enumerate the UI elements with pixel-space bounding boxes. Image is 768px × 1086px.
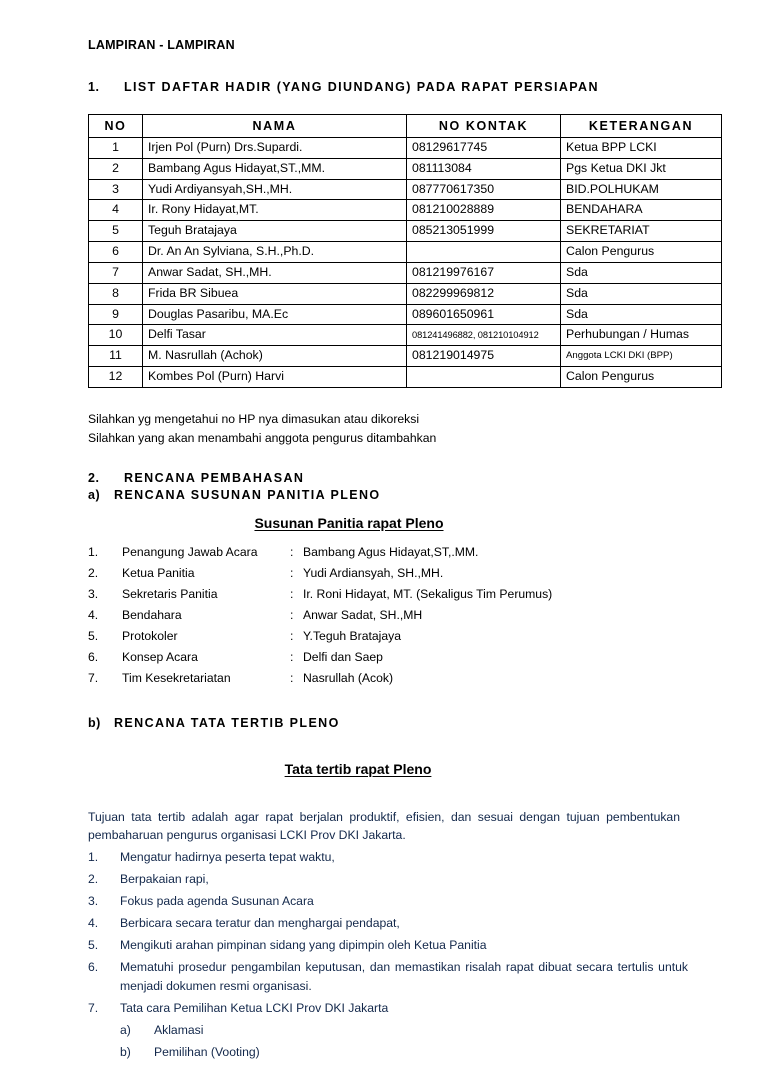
- cell-nama: Kombes Pol (Purn) Harvi: [143, 367, 407, 388]
- section-1-heading-text: LIST DAFTAR HADIR (YANG DIUNDANG) PADA RAPAT PERSIAPAN: [124, 80, 599, 94]
- table-row: [89, 158, 722, 179]
- panitia-item-role: Protokoler: [122, 628, 178, 643]
- panitia-item-value: Y.Teguh Bratajaya: [303, 628, 402, 643]
- panitia-item-role: Penangung Jawab Acara: [122, 544, 258, 559]
- panitia-item-separator: :: [290, 607, 294, 622]
- cell-no: 2: [89, 158, 143, 179]
- table-row: [89, 325, 722, 346]
- tata-tertib-subitem-marker: b): [120, 1044, 131, 1059]
- panitia-item-separator: :: [290, 628, 294, 643]
- tata-tertib-item-number: 1.: [88, 850, 99, 865]
- panitia-item-value: Bambang Agus Hidayat,ST,.MM.: [303, 544, 479, 559]
- section-2-heading: [88, 470, 688, 487]
- panitia-list: [88, 546, 688, 693]
- panitia-item-number: 7.: [88, 670, 99, 685]
- section-2-marker: 2.: [88, 470, 100, 485]
- attendance-table: [88, 114, 722, 388]
- cell-keterangan: Anggota LCKI DKI (BPP): [561, 346, 722, 367]
- panitia-item: [88, 567, 688, 588]
- tata-tertib-subitem-text: Aklamasi: [154, 1022, 204, 1037]
- cell-keterangan: Sda: [561, 304, 722, 325]
- panitia-item: [88, 651, 688, 672]
- tata-tertib-item: [88, 848, 688, 867]
- cell-kontak: 082299969812: [407, 283, 561, 304]
- table-row: [89, 200, 722, 221]
- table-row: [89, 304, 722, 325]
- table-row: [89, 346, 722, 367]
- cell-kontak: 089601650961: [407, 304, 561, 325]
- cell-kontak: 081219976167: [407, 262, 561, 283]
- tata-tertib-item: [88, 892, 688, 911]
- cell-keterangan: Sda: [561, 283, 722, 304]
- cell-nama: Irjen Pol (Purn) Drs.Supardi.: [143, 138, 407, 159]
- cell-nama: Yudi Ardiyansyah,SH.,MH.: [143, 179, 407, 200]
- cell-keterangan: Calon Pengurus: [561, 367, 722, 388]
- cell-nama: Frida BR Sibuea: [143, 283, 407, 304]
- panitia-item-number: 2.: [88, 565, 99, 580]
- cell-no: 12: [89, 367, 143, 388]
- cell-keterangan: Sda: [561, 262, 722, 283]
- cell-keterangan: BID.POLHUKAM: [561, 179, 722, 200]
- column-header-keterangan: KETERANGAN: [561, 114, 722, 137]
- tata-tertib-item: [88, 936, 688, 955]
- tata-tertib-item-text: Mengatur hadirnya peserta tepat waktu,: [120, 850, 335, 865]
- table-row: [89, 262, 722, 283]
- cell-no: 9: [89, 304, 143, 325]
- cell-nama: Douglas Pasaribu, MA.Ec: [143, 304, 407, 325]
- tata-tertib-list: [88, 848, 688, 1061]
- tata-tertib-item-number: 4.: [88, 916, 99, 931]
- panitia-item-number: 6.: [88, 649, 99, 664]
- cell-keterangan: Ketua BPP LCKI: [561, 138, 722, 159]
- cell-no: 7: [89, 262, 143, 283]
- panitia-item-role: Konsep Acara: [122, 649, 198, 664]
- tata-tertib-item-text: Berpakaian rapi,: [120, 872, 209, 887]
- cell-no: 10: [89, 325, 143, 346]
- panitia-item-number: 4.: [88, 607, 99, 622]
- tata-tertib-item-text: Berbicara secara teratur dan menghargai pendapat,: [120, 916, 400, 931]
- panitia-item-separator: :: [290, 544, 294, 559]
- cell-keterangan: Pgs Ketua DKI Jkt: [561, 158, 722, 179]
- column-header-no-kontak: NO KONTAK: [407, 114, 561, 137]
- panitia-item-separator: :: [290, 565, 294, 580]
- tata-tertib-item-number: 2.: [88, 872, 99, 887]
- subsection-a-heading: [88, 487, 688, 504]
- panitia-item-role: Sekretaris Panitia: [122, 586, 218, 601]
- cell-nama: Dr. An An Sylviana, S.H.,Ph.D.: [143, 242, 407, 263]
- tata-tertib-title: Tata tertib rapat Pleno: [284, 760, 432, 777]
- section-2-heading-text: RENCANA PEMBAHASAN: [124, 470, 305, 485]
- cell-keterangan: Calon Pengurus: [561, 242, 722, 263]
- panitia-item: [88, 630, 688, 651]
- panitia-item-role: Bendahara: [122, 607, 182, 622]
- tata-tertib-item: [88, 870, 688, 889]
- cell-keterangan: SEKRETARIAT: [561, 221, 722, 242]
- cell-keterangan: Perhubungan / Humas: [561, 325, 722, 346]
- column-header-no: NO: [89, 114, 143, 137]
- cell-nama: M. Nasrullah (Achok): [143, 346, 407, 367]
- panitia-item-separator: :: [290, 649, 294, 664]
- cell-nama: Bambang Agus Hidayat,ST.,MM.: [143, 158, 407, 179]
- cell-no: 4: [89, 200, 143, 221]
- tata-tertib-subitem-text: Pemilihan (Vooting): [154, 1044, 260, 1059]
- cell-nama: Ir. Rony Hidayat,MT.: [143, 200, 407, 221]
- panitia-item-value: Delfi dan Saep: [303, 649, 383, 664]
- cell-kontak: 085213051999: [407, 221, 561, 242]
- table-header-row: [89, 114, 722, 137]
- panitia-item: [88, 609, 688, 630]
- cell-kontak: 081219014975: [407, 346, 561, 367]
- tata-tertib-item-text: Mematuhi prosedur pengambilan keputusan, dan memastikan risalah rapat dibuat secara tertulis untuk menjadi dokumen resmi organisasi.: [120, 959, 688, 993]
- subsection-a-heading-text: RENCANA SUSUNAN PANITIA PLENO: [114, 487, 381, 502]
- section-1-marker: 1.: [88, 80, 100, 94]
- panitia-item-number: 3.: [88, 586, 99, 601]
- subsection-a-marker: a): [88, 487, 101, 502]
- table-row: [89, 138, 722, 159]
- section-1-heading: [88, 79, 688, 96]
- cell-kontak: 087770617350: [407, 179, 561, 200]
- panitia-item-value: Yudi Ardiansyah, SH.,MH.: [303, 565, 444, 580]
- cell-no: 3: [89, 179, 143, 200]
- cell-no: 8: [89, 283, 143, 304]
- cell-nama: Teguh Bratajaya: [143, 221, 407, 242]
- tata-tertib-item-number: 6.: [88, 959, 99, 974]
- cell-keterangan: BENDAHARA: [561, 200, 722, 221]
- subsection-b-heading: [88, 715, 688, 732]
- column-header-nama: NAMA: [143, 114, 407, 137]
- tata-tertib-item-text: Mengikuti arahan pimpinan sidang yang dipimpin oleh Ketua Panitia: [120, 937, 487, 952]
- cell-no: 5: [89, 221, 143, 242]
- cell-kontak: 081241496882, 081210104912: [407, 325, 561, 346]
- panitia-item-separator: :: [290, 670, 294, 685]
- cell-kontak: 081113084: [407, 158, 561, 179]
- tata-tertib-item: [88, 958, 688, 996]
- cell-kontak: [407, 367, 561, 388]
- cell-nama: Anwar Sadat, SH.,MH.: [143, 262, 407, 283]
- table-row: [89, 242, 722, 263]
- panitia-item: [88, 672, 688, 693]
- panitia-item-value: Nasrullah (Acok): [303, 670, 394, 685]
- tata-tertib-intro: Tujuan tata tertib adalah agar rapat berjalan produktif, efisien, dan sesuai dengan tujuan pembentukan pembaharuan pengurus organisasi LCKI Prov DKI Jakarta.: [88, 809, 680, 843]
- table-notes: [88, 410, 688, 448]
- table-body: [89, 138, 722, 388]
- table-row: [89, 221, 722, 242]
- tata-tertib-subitem: [88, 1043, 688, 1062]
- table-note-line: Silahkan yang akan menambahi anggota pengurus ditambahkan: [88, 430, 437, 445]
- tata-tertib-subitem: [88, 1021, 688, 1040]
- panitia-item: [88, 588, 688, 609]
- table-row: [89, 283, 722, 304]
- tata-tertib-item-number: 7.: [88, 1000, 99, 1015]
- tata-tertib-item-text: Tata cara Pemilihan Ketua LCKI Prov DKI Jakarta: [120, 1000, 389, 1015]
- cell-no: 1: [89, 138, 143, 159]
- panitia-item-role: Tim Kesekretariatan: [122, 670, 231, 685]
- tata-tertib-subitem-marker: a): [120, 1022, 131, 1037]
- cell-kontak: 081210028889: [407, 200, 561, 221]
- table-note-line: Silahkan yg mengetahui no HP nya dimasukan atau dikoreksi: [88, 411, 420, 426]
- tata-tertib-item: [88, 999, 688, 1018]
- tata-tertib-item: [88, 914, 688, 933]
- cell-no: 6: [89, 242, 143, 263]
- cell-nama: Delfi Tasar: [143, 325, 407, 346]
- tata-tertib-item-number: 5.: [88, 937, 99, 952]
- panitia-title: Susunan Panitia rapat Pleno: [254, 514, 444, 531]
- subsection-b-marker: b): [88, 715, 101, 730]
- panitia-item-number: 1.: [88, 544, 99, 559]
- subsection-b-heading-text: RENCANA TATA TERTIB PLENO: [114, 715, 340, 730]
- table-row: [89, 179, 722, 200]
- cell-kontak: [407, 242, 561, 263]
- panitia-item-role: Ketua Panitia: [122, 565, 195, 580]
- panitia-item-value: Ir. Roni Hidayat, MT. (Sekaligus Tim Perumus): [303, 586, 553, 601]
- panitia-item-number: 5.: [88, 628, 99, 643]
- tata-tertib-item-text: Fokus pada agenda Susunan Acara: [120, 894, 314, 909]
- panitia-item-separator: :: [290, 586, 294, 601]
- panitia-item: [88, 546, 688, 567]
- panitia-item-value: Anwar Sadat, SH.,MH: [303, 607, 423, 622]
- cell-no: 11: [89, 346, 143, 367]
- tata-tertib-item-number: 3.: [88, 894, 99, 909]
- document-title: LAMPIRAN - LAMPIRAN: [88, 38, 235, 52]
- cell-kontak: 08129617745: [407, 138, 561, 159]
- table-row: [89, 367, 722, 388]
